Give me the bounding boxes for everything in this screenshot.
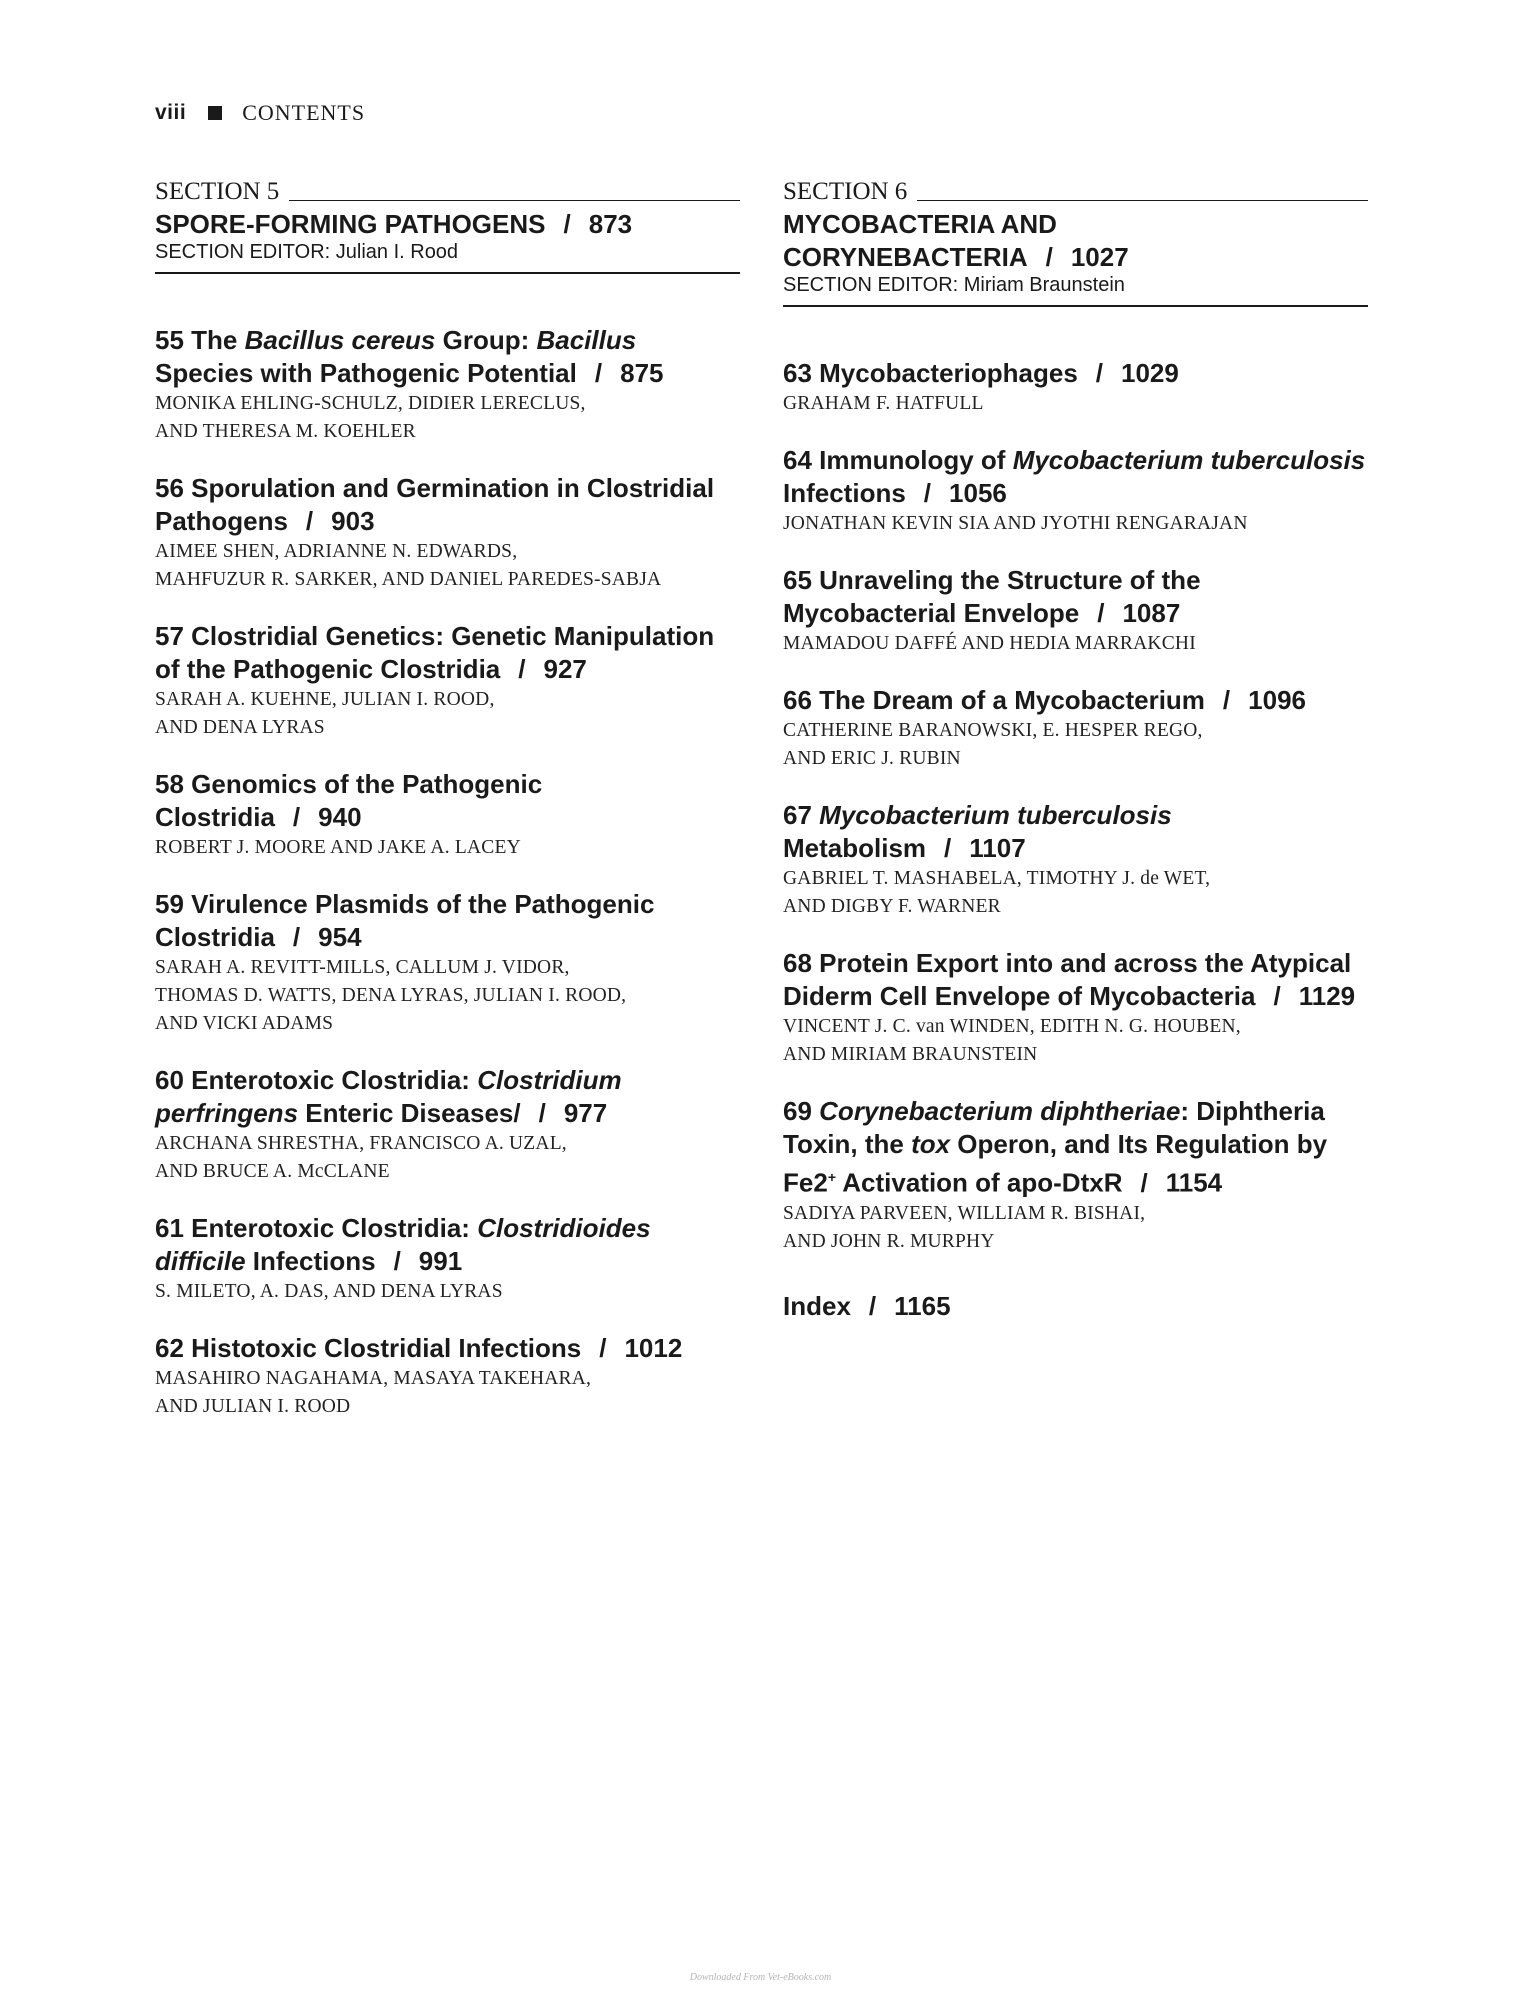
section-6-header — [783, 178, 1368, 307]
toc-entry[interactable] — [783, 947, 1368, 1069]
toc-entry[interactable] — [783, 357, 1368, 418]
section-6-title[interactable]: MYCOBACTERIA AND CORYNEBACTERIA / 1027 — [783, 208, 1368, 274]
entry-title: 56 Sporulation and Germination in Clostridial Pathogens / 903 — [155, 473, 715, 536]
entry-title: Index / 1165 — [783, 1290, 951, 1321]
toc-entry[interactable] — [155, 1064, 740, 1186]
section-5-label-row — [155, 178, 740, 206]
section-divider — [783, 305, 1368, 307]
section-5-title[interactable] — [155, 208, 740, 241]
section-5-entries — [155, 324, 740, 1421]
entry-authors: MAMADOU DAFFÉ AND HEDIA MARRAKCHI — [783, 633, 1196, 654]
entry-page: 1029 — [1121, 358, 1179, 388]
entry-title: 66 The Dream of a Mycobacterium / 1096 — [783, 685, 1306, 715]
entry-authors: GABRIEL T. MASHABELA, TIMOTHY J. de WET, AND DIGBY F. WARNER — [783, 868, 1211, 917]
separator: / — [563, 209, 571, 239]
entry-authors: ROBERT J. MOORE AND JAKE A. LACEY — [155, 837, 521, 858]
section-6-page: 1027 — [1070, 242, 1129, 272]
section-5-title-text: SPORE-FORMING PATHOGENS — [155, 209, 546, 239]
page-number: viii — [155, 101, 187, 124]
download-watermark: Downloaded From Vet-eBooks.com — [689, 1972, 832, 1983]
section-6-title-line-1: MYCOBACTERIA AND — [783, 209, 1057, 239]
entry-page: 1096 — [1248, 685, 1306, 715]
entry-authors: SARAH A. KUEHNE, JULIAN I. ROOD, AND DENA LYRAS — [155, 689, 495, 738]
toc-entry[interactable] — [783, 684, 1368, 773]
toc-entry[interactable] — [155, 1332, 740, 1421]
entry-authors: SADIYA PARVEEN, WILLIAM R. BISHAI, AND JOHN R. MURPHY — [783, 1202, 1146, 1252]
entry-page: 1012 — [624, 1333, 683, 1363]
square-bullet-icon — [208, 106, 222, 120]
entry-authors: AIMEE SHEN, ADRIANNE N. EDWARDS, MAHFUZUR R. SARKER, AND DANIEL PAREDES-SABJA — [155, 541, 662, 590]
entry-authors: ARCHANA SHRESTHA, FRANCISCO A. UZAL, AND BRUCE A. McCLANE — [155, 1133, 567, 1182]
toc-entry[interactable] — [783, 564, 1368, 658]
entry-page: 1087 — [1122, 598, 1181, 628]
toc-entry[interactable] — [155, 620, 740, 742]
section-5-page: 873 — [588, 209, 633, 239]
entry-page: 954 — [318, 922, 362, 952]
section-5-column — [155, 178, 740, 1447]
section-6-editor: SECTION EDITOR: Miriam Braunstein — [783, 274, 1125, 296]
entry-title: 67 Mycobacterium tuberculosis Metabolism / 1107 — [783, 800, 1172, 863]
entry-title: 57 Clostridial Genetics: Genetic Manipulation of the Pathogenic Clostridia / 927 — [155, 621, 715, 684]
entry-title: 64 Immunology of Mycobacterium tuberculosis Infections / 1056 — [783, 445, 1366, 508]
entry-page: 1165 — [894, 1290, 951, 1321]
section-6-title-line-2: CORYNEBACTERIA — [783, 242, 1028, 272]
entry-authors: GRAHAM F. HATFULL — [783, 393, 984, 414]
entry-title: 59 Virulence Plasmids of the Pathogenic Clostridia / 954 — [155, 889, 655, 952]
toc-entry[interactable] — [155, 472, 740, 594]
entry-page: 1154 — [1165, 1167, 1223, 1198]
entry-page: 940 — [318, 802, 362, 832]
section-rule — [289, 199, 740, 201]
entry-authors: VINCENT J. C. van WINDEN, EDITH N. G. HOUBEN, AND MIRIAM BRAUNSTEIN — [783, 1016, 1241, 1065]
section-5-editor: SECTION EDITOR: Julian I. Rood — [155, 241, 459, 263]
entry-title: 69 Corynebacterium diphtheriae: Diphtheria Toxin, the tox Operon, and Its Regulation by Fe2+ Activation of apo-DtxR / 1154 — [783, 1096, 1328, 1198]
toc-entry[interactable] — [783, 1095, 1368, 1256]
toc-entry[interactable] — [783, 799, 1368, 921]
entry-authors: MASAHIRO NAGAHAMA, MASAYA TAKEHARA, AND JULIAN I. ROOD — [155, 1368, 592, 1417]
toc-entry[interactable] — [783, 444, 1368, 538]
running-head-label: CONTENTS — [242, 100, 366, 125]
section-6-label: SECTION 6 — [783, 178, 908, 205]
toc-entry[interactable] — [155, 888, 740, 1038]
section-rule — [917, 199, 1368, 201]
entry-title: 62 Histotoxic Clostridial Infections / 1012 — [155, 1333, 683, 1363]
entry-page: 1056 — [949, 478, 1007, 508]
toc-entry[interactable] — [155, 1212, 740, 1306]
entry-authors: SARAH A. REVITT-MILLS, CALLUM J. VIDOR, THOMAS D. WATTS, DENA LYRAS, JULIAN I. ROOD, AND VICKI ADAMS — [155, 957, 627, 1034]
section-6-entries — [783, 357, 1368, 1323]
entry-page: 903 — [331, 506, 375, 536]
entry-authors: MONIKA EHLING-SCHULZ, DIDIER LERECLUS, AND THERESA M. KOEHLER — [155, 393, 586, 442]
toc-entry-index[interactable] — [783, 1290, 1368, 1323]
entry-page: 1129 — [1298, 981, 1356, 1011]
entry-authors: CATHERINE BARANOWSKI, E. HESPER REGO, AND ERIC J. RUBIN — [783, 720, 1203, 769]
entry-title: 60 Enterotoxic Clostridia: Clostridium perfringens Enteric Diseases/ / 977 — [155, 1065, 622, 1128]
section-divider — [155, 272, 740, 274]
entry-title: 58 Genomics of the Pathogenic Clostridia / 940 — [155, 769, 543, 832]
section-6-column — [783, 178, 1368, 1349]
entry-page: 927 — [543, 654, 587, 684]
toc-entry[interactable] — [155, 324, 740, 446]
entry-title: 65 Unraveling the Structure of the Mycobacterial Envelope / 1087 — [783, 565, 1201, 628]
entry-title: 61 Enterotoxic Clostridia: Clostridioides difficile Infections / 991 — [155, 1213, 651, 1276]
entry-page: 991 — [418, 1246, 463, 1276]
entry-title: 55 The Bacillus cereus Group: Bacillus Species with Pathogenic Potential / 875 — [155, 325, 664, 388]
entry-authors: JONATHAN KEVIN SIA AND JYOTHI RENGARAJAN — [783, 513, 1248, 534]
toc-entry[interactable] — [155, 768, 740, 862]
entry-page: 1107 — [969, 833, 1026, 863]
section-5-label: SECTION 5 — [155, 178, 280, 205]
entry-page: 977 — [563, 1098, 608, 1128]
entry-title: 68 Protein Export into and across the Atypical Diderm Cell Envelope of Mycobacteria / 1129 — [783, 948, 1356, 1011]
entry-title: 63 Mycobacteriophages / 1029 — [783, 358, 1179, 388]
section-5-header — [155, 178, 740, 274]
running-head — [155, 100, 365, 126]
entry-page: 875 — [620, 358, 664, 388]
entry-authors: S. MILETO, A. DAS, AND DENA LYRAS — [155, 1281, 503, 1302]
section-6-label-row — [783, 178, 1368, 206]
